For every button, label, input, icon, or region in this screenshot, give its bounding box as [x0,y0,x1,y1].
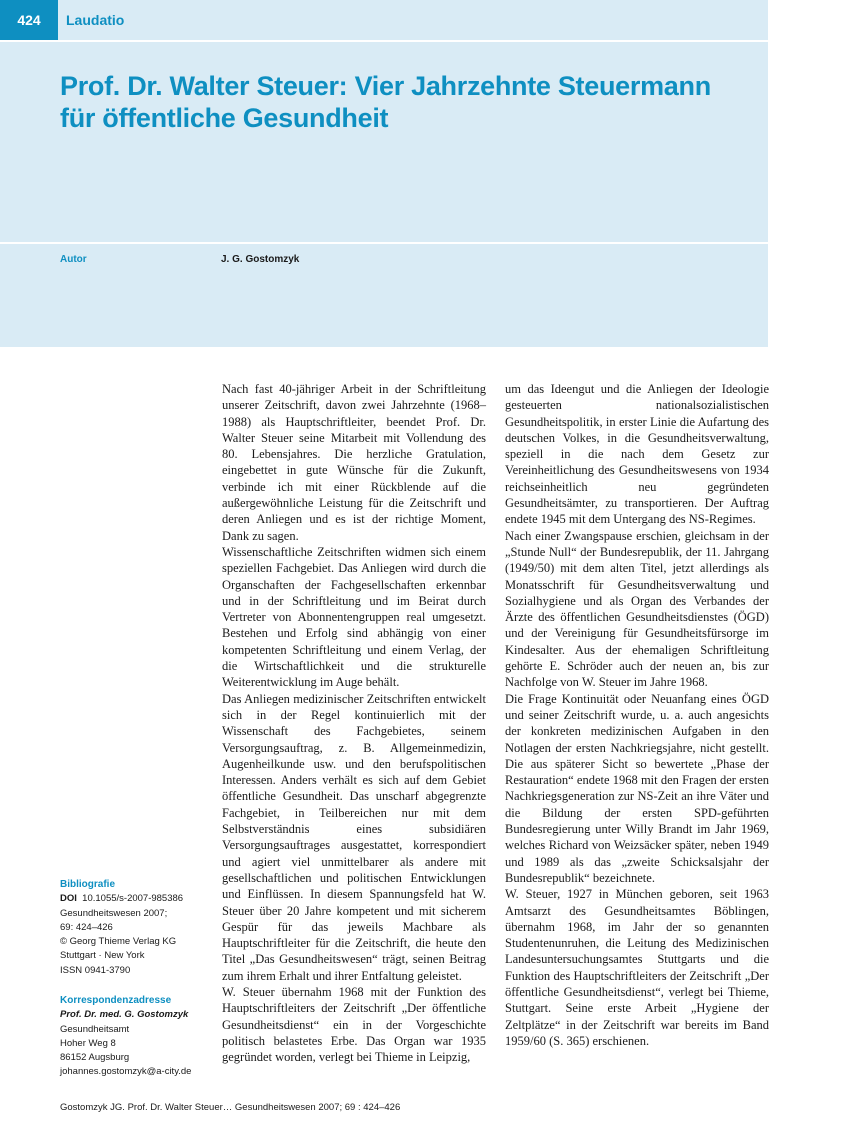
body-paragraph: Nach fast 40-jähriger Arbeit in der Schriftleitung unserer Zeitschrift, davon zwei Jahrzehnte (1968–1988) als Hauptschriftleiter, beendet Prof. Dr. Walter Steuer seine Mitarbeit mit Vollendung des 80. Lebensjahres. Die herzliche Gratulation, eingebettet in gute Wünsche für die Zukunft, verbinde ich mit einer Rückblende auf die außergewöhnliche Leistung für die Zeitschrift und deren Anliegen und es ist der richtige Moment, Dank zu sagen. [222,382,486,543]
body-column-right [505,381,769,1049]
article-title-line-1: Prof. Dr. Walter Steuer: Vier Jahrzehnte Steuermann [60,71,711,101]
body-paragraph: Wissenschaftliche Zeitschriften widmen sich einem speziellen Fachgebiet. Das Anliegen wird durch die Organschaften der Fachgesellschaften erkennbar und in der Schriftleitung und im Beirat durch Vertreter von Abonnentengruppen real umgesetzt. Bestehen und Erfolg sind abhängig von einer kompetenten Schriftleitung und einem Verlag, der die Wirtschaftlichkeit und die strukturelle Weiterentwicklung im Auge behält. [222,544,486,690]
correspondence-box [60,994,220,1080]
author-name: J. G. Gostomzyk [221,254,300,265]
body-paragraph: Die Frage Kontinuität oder Neuanfang eines ÖGD und seiner Zeitschrift wurde, u. a. auch angesichts der konkreten medizinischen Aufgaben in den Notlagen der ersten Nachkriegsjahre, nicht gestellt. Die aus späterer Sicht so bewertete „Phase der Restauration“ endete 1968 mit den Fragen der ersten Nachkriegsgeneration zur NS-Zeit an ihre Väter und die Bildung der ersten SPD-geführten Bundesregierung unter Willy Brandt im Jahr 1969, welches Richard von Weizsäcker später, neben 1949 und 1989 als das „zweite Schicksalsjahr der Bundesrepublik“ bezeichnete. [505,691,769,885]
bibliography-heading: Bibliografie [60,879,116,890]
article-title-line-2: für öffentliche Gesundheit [60,103,389,133]
correspondence-heading: Korrespondenzadresse [60,995,172,1006]
bibliography-line: Gesundheitswesen 2007; [60,907,168,919]
article-header-band [0,0,768,347]
body-paragraph: Das Anliegen medizinischer Zeitschriften entwickelt sich in der Regel kontinuierlich mit der Wissenschaft des Fachgebietes, seinem Versorgungsauftrag, z. B. Allgemeinmedizin, Augenheilkunde usw. und den berufspolitischen Interessen. Anders verhält es sich auf dem Gebiet öffentliche Gesundheit. Das unscharf abgegrenzte Fachgebiet, in Teilbereichen nur mit dem Selbstverständnis eines subsidiären Versorgungsauftrages ausgestattet, korrespondiert und agiert viel unmittelbarer als andere mit gesellschaftlichen und politischen Entwicklungen und Einflüssen. In diesem Spannungsfeld hat W. Steuer über 20 Jahre kompetent und mit sicherem Gespür für das jeweils Machbare als Hauptschriftleiter für die Zeitschrift, die heute den Titel „Das Gesundheitswesen“ trägt, seinen Beitrag zum ihrem Erhalt und ihrer Entfaltung geleistet. [222,691,486,983]
correspondence-line: Hoher Weg 8 [60,1037,116,1049]
doi-line [60,892,220,906]
author-label: Autor [60,254,87,265]
correspondence-line: Gesundheitsamt [60,1023,130,1035]
body-paragraph: W. Steuer übernahm 1968 mit der Funktion des Hauptschriftleiters der Zeitschrift „Der öffentliche Gesundheitsdienst“ ein in der Vorgeschichte politisch belastetes Erbe. Das Organ war 1935 gegründet worden, verlegt bei Thieme in Leipzig, [222,984,486,1065]
body-paragraph: um das Ideengut und die Anliegen der Ideologie gesteuerten nationalsozialistischen Gesundheitspolitik, in erster Linie die Aufartung des deutschen Volkes, in die Gesundheitsverwaltung, speziell in die nach dem Gesetz zur Vereinheitlichung des Gesundheitswesens von 1934 reichseinheitlich neu gegründeten Gesundheitsämter, zu transportieren. Der Auftrag endete 1945 mit dem Untergang des NS-Regimes. [505,382,769,527]
body-paragraph: W. Steuer, 1927 in München geboren, seit 1963 Amtsarzt des Gesundheitsamtes Böblingen, übernahm 1968, im Jahr der so genannten Studentenunruhen, die Leitung des Medizinischen Landesuntersuchungsamtes Stuttgarts und die Funktion des Hauptschriftleiters der Zeitschrift „Der öffentliche Gesundheitsdienst“, verlegt bei Thieme, Stuttgart. Seine erste Arbeit „Hygiene der Zeltplätze“ in der Zeitschrift war bereits im Band 1959/60 (S. 365) erschienen. [505,887,769,1048]
section-label: Laudatio [66,12,125,28]
header-divider-middle [0,242,768,244]
correspondence-email: johannes.gostomzyk@a-city.de [60,1066,192,1078]
bibliography-line: © Georg Thieme Verlag KG [60,936,177,948]
body-paragraph: Nach einer Zwangspause erschien, gleichsam in der „Stunde Null“ der Bundesrepublik, der 11. Jahrgang (1949/50) mit dem alten Titel, jetzt allerdings als Monatsschrift für Gesundheitsverwaltung und Sozialhygiene und als Organ des Verbandes der Ärzte des öffentlichen Gesundheitsdienstes (ÖGD) und der Vereinigung für Gesundheitsfürsorge im Kindesalter. Aus der ehemaligen Schriftleitung gehörte E. Schröder auch der neuen an, bis zur Nachfolge von W. Steuer im Jahre 1968. [505,528,769,690]
doi-label: DOI [60,893,77,905]
bibliography-line: 69: 424–426 [60,921,113,933]
correspondence-line: 86152 Augsburg [60,1052,130,1064]
bibliography-line: ISSN 0941-3790 [60,964,131,976]
body-column-left [222,381,486,1065]
page-number: 424 [0,0,58,40]
doi-value: 10.1055/s-2007-985386 [82,893,184,905]
header-divider-top [0,40,768,42]
bibliography-line: Stuttgart · New York [60,950,145,962]
footer-citation: Gostomzyk JG. Prof. Dr. Walter Steuer… Gesundheitswesen 2007; 69 : 424–426 [60,1102,401,1113]
correspondence-name: Prof. Dr. med. G. Gostomzyk [60,1009,189,1021]
bibliography-box [60,878,220,978]
article-title [60,70,760,134]
